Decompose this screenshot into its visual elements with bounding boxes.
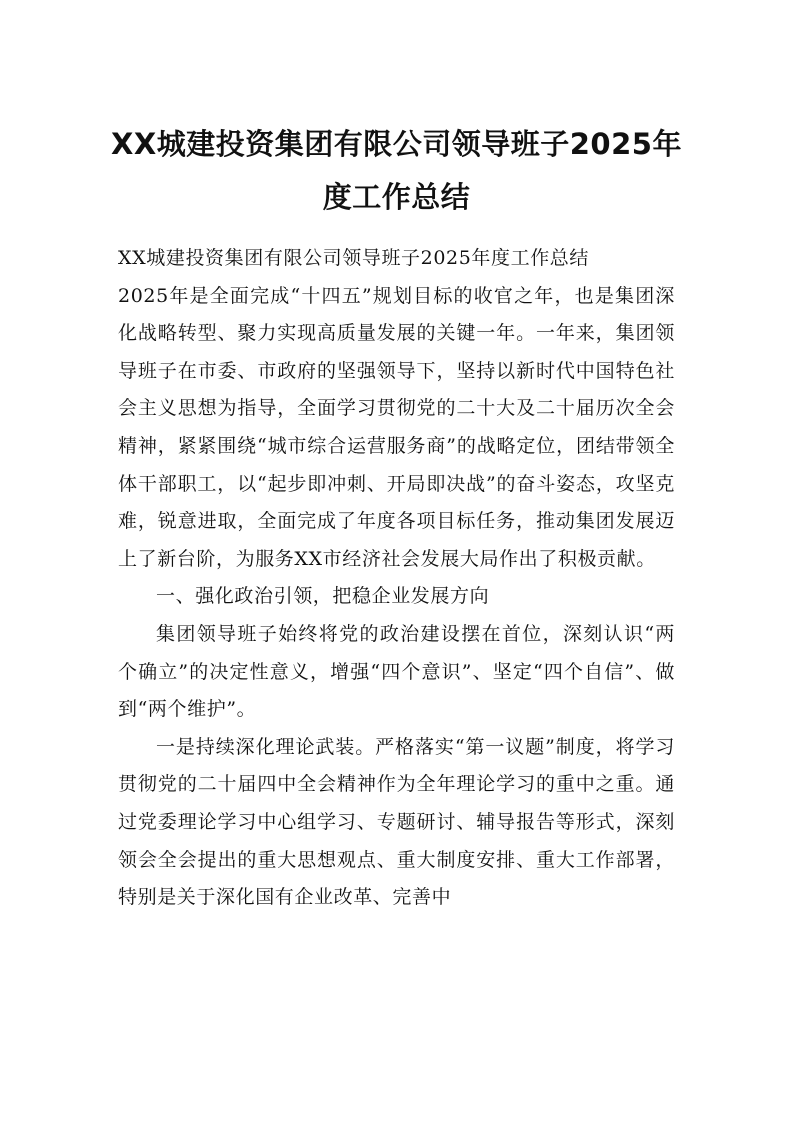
section-paragraph: 一是持续深化理论武装。严格落实“第一议题”制度，将学习贯彻党的二十届四中全会精神作为全年理论学习的重中之重。通过党委理论学习中心组学习、专题研讨、辅导报告等形式，深刻领会全会提出的重大思想观点、重大制度安排、重大工作部署，特别是关于深化国有企业改革、完善中 xyxy=(118,735,675,909)
section-paragraph: 集团领导班子始终将党的政治建设摆在首位，深刻认识“两个确立”的决定性意义，增强“四个意识”、坚定“四个自信”、做到“两个维护”。 xyxy=(118,622,675,721)
document-title: XX城建投资集团有限公司领导班子2025年度工作总结 xyxy=(111,127,682,214)
title-repeat-paragraph: XX城建投资集团有限公司领导班子2025年度工作总结 xyxy=(118,247,590,269)
section-heading: 一、强化政治引领，把稳企业发展方向 xyxy=(156,585,490,608)
intro-paragraph: 2025年是全面完成“十四五”规划目标的收官之年，也是集团深化战略转型、聚力实现高质量发展的关键一年。一年来，集团领导班子在市委、市政府的坚强领导下，坚持以新时代中国特色社会主义思想为指导，全面学习贯彻党的二十大及二十届历次全会精神，紧紧围绕“城市综合运营服务商”的战略定位，团结带领全体干部职工，以“起步即冲刺、开局即决战”的奋斗姿态，攻坚克难，锐意进取，全面完成了年度各项目标任务，推动集团发展迈上了新台阶，为服务XX市经济社会发展大局作出了积极贡献。 xyxy=(118,284,675,570)
document-body xyxy=(118,240,675,917)
